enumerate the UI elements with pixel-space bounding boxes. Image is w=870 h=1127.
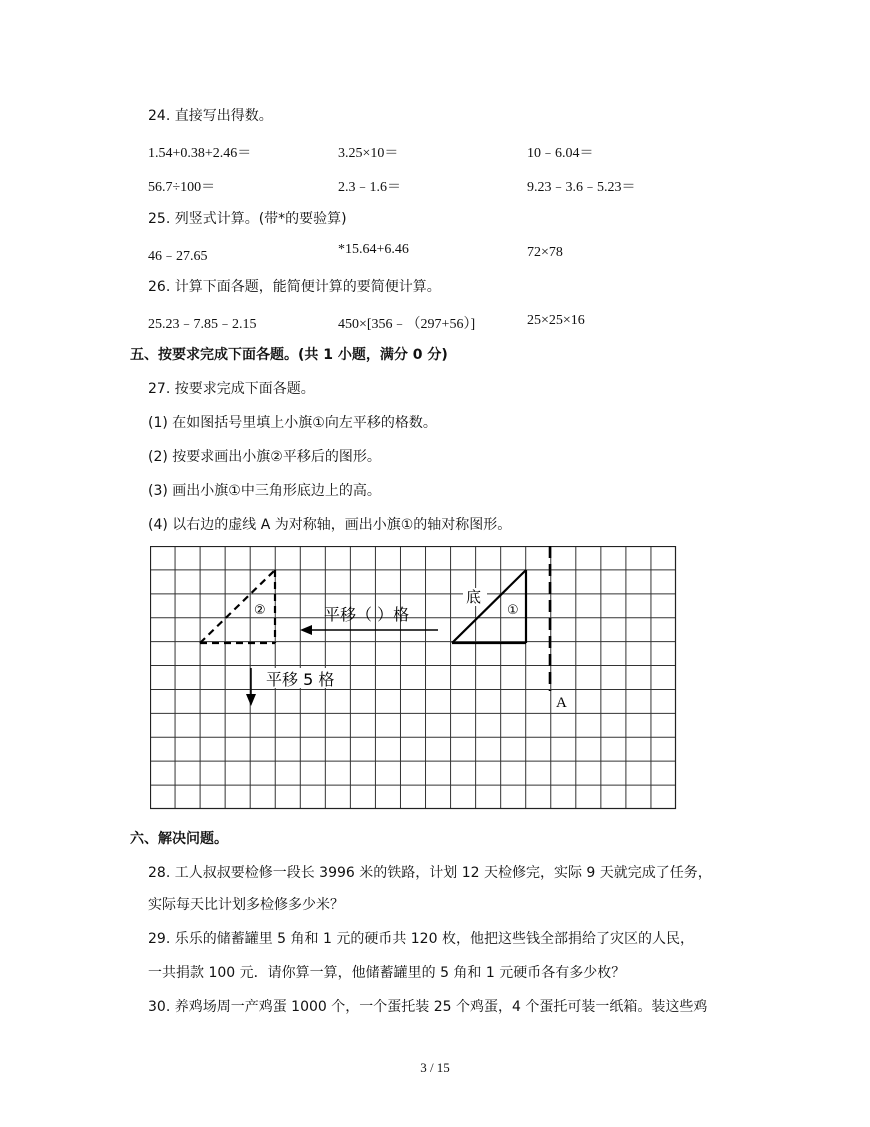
q24-expr-6: 9.23﹣3.6﹣5.23＝ [527, 180, 636, 195]
q25-expr-1: 46﹣27.65 [148, 249, 208, 264]
q28-line-1: 28. 工人叔叔要检修一段长 3996 米的铁路，计划 12 天检修完，实际 9 天就完成了任务， [148, 865, 712, 881]
q26-title: 26. 计算下面各题，能简便计算的要简便计算。 [148, 279, 441, 295]
grid-border [151, 547, 676, 809]
q27-item-2: (2) 按要求画出小旗②平移后的图形。 [148, 449, 381, 465]
q29-line-1: 29. 乐乐的储蓄罐里 5 角和 1 元的硬币共 120 枚，他把这些钱全部捐给了灾区的人民， [148, 931, 694, 947]
shift-down-arrowhead [246, 694, 256, 706]
grid-figure [150, 546, 677, 814]
flag-2-label: ② [254, 603, 266, 618]
q26-expr-2: 450×[356﹣（297+56）] [338, 317, 476, 332]
q26-expr-3: 25×25×16 [527, 313, 585, 328]
shift-left-label: 平移（ ）格 [324, 605, 410, 624]
flag-1-label: ① [507, 603, 519, 618]
q25-title: 25. 列竖式计算。(带*的要验算) [148, 211, 347, 227]
q29-line-2: 一共捐款 100 元．请你算一算，他储蓄罐里的 5 角和 1 元硬币各有多少枚？ [148, 965, 626, 981]
q24-expr-3: 10﹣6.04＝ [527, 146, 594, 161]
q24-expr-4: 56.7÷100＝ [148, 180, 216, 195]
q24-title: 24. 直接写出得数。 [148, 108, 273, 124]
q27-item-4: (4) 以右边的虚线 A 为对称轴，画出小旗①的轴对称图形。 [148, 517, 512, 533]
base-label: 底 [466, 588, 482, 606]
section-5-heading: 五、按要求完成下面各题。(共 1 小题，满分 0 分) [130, 347, 448, 363]
section-6-heading: 六、解决问题。 [130, 831, 228, 847]
q25-expr-2: *15.64+6.46 [338, 242, 409, 257]
grid-svg [150, 546, 677, 810]
q26-expr-1: 25.23﹣7.85﹣2.15 [148, 317, 257, 332]
q28-line-2: 实际每天比计划多检修多少米？ [148, 897, 344, 913]
q24-expr-2: 3.25×10＝ [338, 146, 399, 161]
shift-down-label: 平移 5 格 [266, 670, 335, 689]
q27-item-1: (1) 在如图括号里填上小旗①向左平移的格数。 [148, 415, 437, 431]
grid-lines [150, 546, 676, 809]
shift-left-arrowhead [300, 625, 312, 635]
q25-expr-3: 72×78 [527, 245, 563, 260]
q27-title: 27. 按要求完成下面各题。 [148, 381, 315, 397]
axis-a-label: A [556, 695, 567, 711]
q27-item-3: (3) 画出小旗①中三角形底边上的高。 [148, 483, 381, 499]
q30-line-1: 30. 养鸡场周一产鸡蛋 1000 个，一个蛋托装 25 个鸡蛋，4 个蛋托可装一纸箱。装这些鸡 [148, 999, 708, 1015]
page-number: 3 / 15 [420, 1060, 450, 1075]
q24-expr-5: 2.3﹣1.6＝ [338, 180, 401, 195]
q24-expr-1: 1.54+0.38+2.46＝ [148, 146, 252, 161]
